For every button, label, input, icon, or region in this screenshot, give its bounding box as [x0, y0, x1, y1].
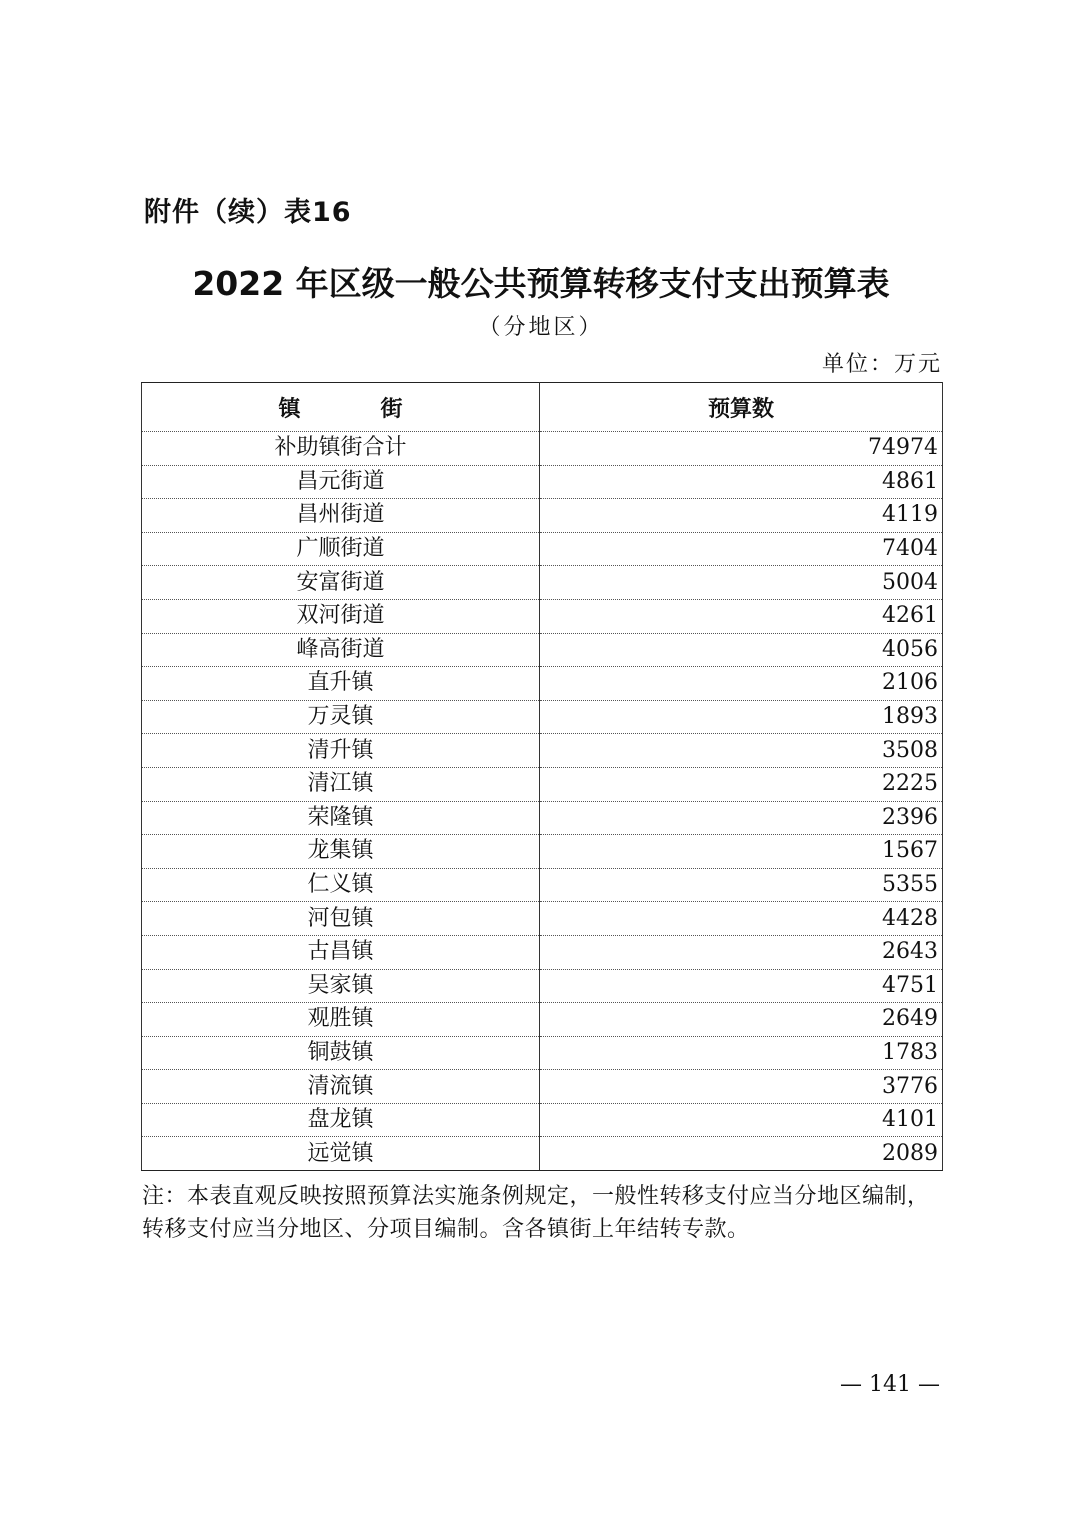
- budget-value-cell: 4428: [540, 902, 943, 936]
- attachment-label: 附件（续）表16: [144, 197, 352, 228]
- town-name-cell: 龙集镇: [142, 835, 540, 869]
- table-row: [142, 532, 943, 566]
- table-row: [142, 801, 943, 835]
- town-name-cell: 清江镇: [142, 767, 540, 801]
- table-row: [142, 499, 943, 533]
- budget-value-cell: 74974: [540, 432, 943, 466]
- budget-value-cell: 5004: [540, 566, 943, 600]
- budget-value-cell: 4119: [540, 499, 943, 533]
- town-name-cell: 双河街道: [142, 599, 540, 633]
- column-header-town-part1: 镇: [278, 396, 301, 422]
- budget-value-cell: 4056: [540, 633, 943, 667]
- table-row: [142, 835, 943, 869]
- table-row: [142, 767, 943, 801]
- table-note: 注：本表直观反映按照预算法实施条例规定，一般性转移支付应当分地区编制，转移支付应当分地区、分项目编制。含各镇街上年结转专款。: [142, 1184, 930, 1242]
- town-name-cell: 昌州街道: [142, 499, 540, 533]
- page-subtitle: （分地区）: [478, 315, 604, 340]
- town-name-cell: 广顺街道: [142, 532, 540, 566]
- town-name-cell: 观胜镇: [142, 1003, 540, 1037]
- table-row: [142, 902, 943, 936]
- column-header-town: [142, 383, 540, 432]
- budget-table: [141, 382, 943, 1171]
- table-row: [142, 1103, 943, 1137]
- budget-value-cell: 3776: [540, 1070, 943, 1104]
- column-header-town-part2: 街: [380, 396, 403, 422]
- table-row: [142, 667, 943, 701]
- table-row: [142, 935, 943, 969]
- table-header-row: [142, 383, 943, 432]
- town-name-cell: 远觉镇: [142, 1137, 540, 1171]
- table-row: [142, 700, 943, 734]
- town-name-cell: 盘龙镇: [142, 1103, 540, 1137]
- town-name-cell: 万灵镇: [142, 700, 540, 734]
- budget-value-cell: 4261: [540, 599, 943, 633]
- town-name-cell: 清流镇: [142, 1070, 540, 1104]
- town-name-cell: 铜鼓镇: [142, 1036, 540, 1070]
- column-header-budget: 预算数: [540, 383, 943, 432]
- town-name-cell: 昌元街道: [142, 465, 540, 499]
- budget-value-cell: 2396: [540, 801, 943, 835]
- town-name-cell: 吴家镇: [142, 969, 540, 1003]
- table-row: [142, 432, 943, 466]
- table-row: [142, 465, 943, 499]
- table-row: [142, 633, 943, 667]
- town-name-cell: 峰高街道: [142, 633, 540, 667]
- table-row: [142, 734, 943, 768]
- page-title: 2022 年区级一般公共预算转移支付支出预算表: [192, 264, 890, 303]
- budget-value-cell: 4861: [540, 465, 943, 499]
- budget-value-cell: 7404: [540, 532, 943, 566]
- budget-value-cell: 3508: [540, 734, 943, 768]
- budget-value-cell: 1567: [540, 835, 943, 869]
- budget-value-cell: 2225: [540, 767, 943, 801]
- table-row: [142, 868, 943, 902]
- town-name-cell: 荣隆镇: [142, 801, 540, 835]
- budget-value-cell: 2106: [540, 667, 943, 701]
- town-name-cell: 清升镇: [142, 734, 540, 768]
- town-name-cell: 安富街道: [142, 566, 540, 600]
- town-name-cell: 补助镇街合计: [142, 432, 540, 466]
- budget-value-cell: 1893: [540, 700, 943, 734]
- page-number: — 141 —: [840, 1372, 940, 1397]
- budget-value-cell: 2089: [540, 1137, 943, 1171]
- budget-value-cell: 2649: [540, 1003, 943, 1037]
- budget-value-cell: 4751: [540, 969, 943, 1003]
- table-row: [142, 1070, 943, 1104]
- table-body: [142, 432, 943, 1171]
- budget-value-cell: 1783: [540, 1036, 943, 1070]
- budget-value-cell: 2643: [540, 935, 943, 969]
- table-row: [142, 599, 943, 633]
- town-name-cell: 直升镇: [142, 667, 540, 701]
- budget-value-cell: 5355: [540, 868, 943, 902]
- town-name-cell: 河包镇: [142, 902, 540, 936]
- table-row: [142, 1036, 943, 1070]
- table-row: [142, 1137, 943, 1171]
- table-row: [142, 1003, 943, 1037]
- budget-value-cell: 4101: [540, 1103, 943, 1137]
- table-row: [142, 969, 943, 1003]
- table-row: [142, 566, 943, 600]
- town-name-cell: 古昌镇: [142, 935, 540, 969]
- unit-label: 单位：万元: [821, 352, 942, 377]
- town-name-cell: 仁义镇: [142, 868, 540, 902]
